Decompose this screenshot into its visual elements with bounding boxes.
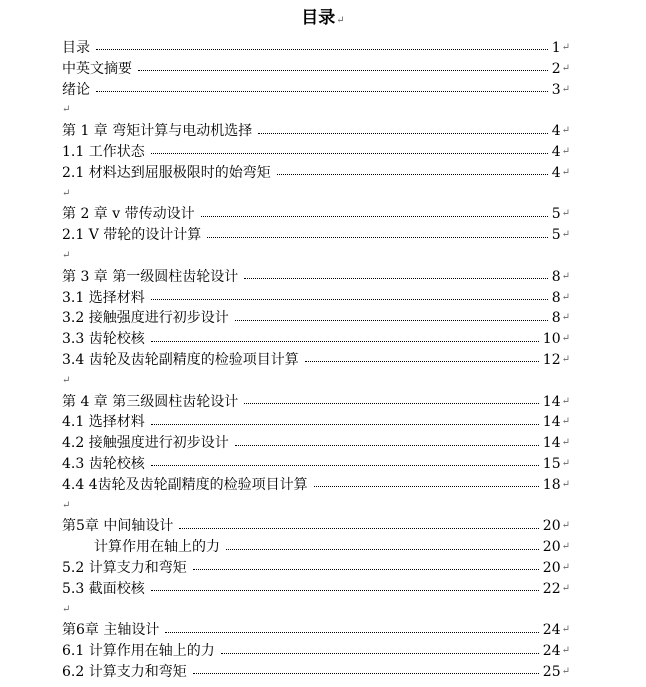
toc-entry-label: 4.3 齿轮校核 [62, 455, 145, 472]
paragraph-mark-icon: ↵ [561, 541, 570, 553]
paragraph-mark-icon: ↵ [62, 249, 71, 261]
dot-leader [277, 174, 548, 175]
toc-entry-page: 4 [551, 123, 561, 140]
toc-entry-label: 中英文摘要 [62, 60, 132, 77]
dot-leader [151, 590, 539, 591]
toc-entry-label: 2.1 材料达到屈服极限时的始弯矩 [62, 164, 271, 181]
paragraph-mark-icon: ↵ [561, 353, 570, 365]
toc-entry-page: 8 [551, 310, 561, 327]
blank-line [62, 600, 570, 621]
toc-entry[interactable] [62, 225, 570, 246]
table-of-contents [62, 38, 570, 683]
toc-entry[interactable] [62, 329, 570, 350]
dot-leader [151, 153, 548, 154]
paragraph-mark-icon: ↵ [561, 62, 570, 74]
dot-leader [151, 341, 539, 342]
toc-entry-label: 1.1 工作状态 [62, 143, 145, 160]
paragraph-mark-icon: ↵ [561, 395, 570, 407]
toc-entry-page: 24 [542, 643, 561, 660]
toc-entry-page: 4 [551, 143, 561, 160]
toc-entry[interactable] [62, 641, 570, 662]
paragraph-mark-icon: ↵ [561, 645, 570, 657]
toc-entry-page: 5 [551, 227, 561, 244]
blank-line [62, 246, 570, 267]
dot-leader [96, 91, 548, 92]
toc-entry-page: 14 [542, 393, 561, 410]
toc-entry-page: 2 [551, 60, 561, 77]
dot-leader [258, 133, 547, 134]
toc-entry-label: 4.1 选择材料 [62, 414, 145, 431]
toc-entry-label: 3.4 齿轮及齿轮副精度的检验项目计算 [62, 351, 299, 368]
toc-entry-page: 14 [542, 435, 561, 452]
dot-leader [314, 486, 539, 487]
paragraph-mark-icon: ↵ [561, 312, 570, 324]
dot-leader [138, 70, 548, 71]
toc-entry[interactable] [62, 620, 570, 641]
dot-leader [151, 299, 548, 300]
toc-entry-label: 6.2 计算支力和弯矩 [62, 663, 187, 680]
paragraph-mark-icon: ↵ [561, 291, 570, 303]
dot-leader [221, 653, 539, 654]
toc-entry-page: 1 [551, 40, 561, 56]
toc-entry[interactable] [62, 537, 570, 558]
toc-entry[interactable] [62, 454, 570, 475]
dot-leader [165, 632, 538, 633]
paragraph-mark-icon: ↵ [561, 416, 570, 428]
toc-entry-page: 8 [551, 268, 561, 285]
blank-line [62, 100, 570, 121]
dot-leader [226, 549, 539, 550]
paragraph-mark-icon: ↵ [62, 187, 71, 199]
toc-entry[interactable] [62, 38, 570, 59]
toc-entry-label: 计算作用在轴上的力 [94, 539, 220, 556]
paragraph-mark-icon: ↵ [561, 624, 570, 636]
paragraph-mark-icon: ↵ [561, 457, 570, 469]
toc-entry-page: 14 [542, 414, 561, 431]
toc-entry-label: 第 2 章 v 带传动设计 [62, 206, 195, 223]
toc-entry[interactable] [62, 392, 570, 413]
dot-leader [305, 361, 539, 362]
paragraph-mark-icon: ↵ [62, 374, 71, 386]
toc-entry-label: 3.1 选择材料 [62, 289, 145, 306]
toc-entry-page: 8 [551, 289, 561, 306]
toc-entry-label: 第 3 章 第一级圆柱齿轮设计 [62, 268, 239, 285]
toc-entry-page: 4 [551, 164, 561, 181]
toc-entry-page: 20 [542, 539, 561, 556]
toc-entry[interactable] [62, 412, 570, 433]
paragraph-mark-icon: ↵ [561, 145, 570, 157]
paragraph-mark-icon: ↵ [561, 166, 570, 178]
paragraph-mark-icon: ↵ [561, 478, 570, 490]
toc-entry[interactable] [62, 475, 570, 496]
toc-entry-label: 5.3 截面校核 [62, 580, 145, 597]
dot-leader [244, 278, 547, 279]
dot-leader [193, 673, 539, 674]
toc-entry[interactable] [62, 121, 570, 142]
toc-entry-label: 第 4 章 第三级圆柱齿轮设计 [62, 393, 239, 410]
paragraph-mark-icon: ↵ [561, 125, 570, 137]
toc-entry[interactable] [62, 516, 570, 537]
toc-entry-label: 4.4 4齿轮及齿轮副精度的检验项目计算 [62, 476, 308, 493]
toc-entry-label: 绪论 [62, 81, 90, 98]
toc-entry[interactable] [62, 558, 570, 579]
toc-entry[interactable] [62, 80, 570, 101]
toc-entry-page: 15 [542, 455, 561, 472]
blank-line [62, 184, 570, 205]
toc-entry[interactable] [62, 308, 570, 329]
paragraph-mark-icon: ↵ [561, 229, 570, 241]
dot-leader [201, 216, 548, 217]
toc-entry-label: 6.1 计算作用在轴上的力 [62, 643, 215, 660]
dot-leader [193, 569, 539, 570]
toc-title-text: 目录 [301, 8, 336, 28]
toc-entry[interactable] [62, 163, 570, 184]
toc-title [0, 7, 646, 32]
toc-entry-label: 4.2 接触强度进行初步设计 [62, 435, 229, 452]
toc-entry-page: 25 [542, 663, 561, 680]
paragraph-mark-icon: ↵ [561, 665, 570, 677]
dot-leader [235, 320, 548, 321]
toc-entry[interactable] [62, 662, 570, 683]
toc-entry-label: 第6章 主轴设计 [62, 622, 160, 639]
paragraph-mark-icon: ↵ [62, 499, 71, 511]
paragraph-mark-icon: ↵ [62, 104, 71, 116]
dot-leader [179, 528, 538, 529]
toc-entry-label: 3.2 接触强度进行初步设计 [62, 310, 229, 327]
toc-entry-page: 22 [542, 580, 561, 597]
paragraph-mark-icon: ↵ [561, 437, 570, 449]
toc-entry[interactable] [62, 204, 570, 225]
toc-entry-page: 20 [542, 559, 561, 576]
toc-entry-page: 5 [551, 206, 561, 223]
dot-leader [207, 237, 547, 238]
blank-line [62, 496, 570, 517]
paragraph-mark-icon: ↵ [561, 333, 570, 345]
dot-leader [151, 465, 539, 466]
paragraph-mark-icon: ↵ [561, 42, 570, 53]
toc-entry[interactable] [62, 59, 570, 80]
toc-entry[interactable] [62, 288, 570, 309]
toc-entry-label: 3.3 齿轮校核 [62, 331, 145, 348]
paragraph-mark-icon: ↵ [62, 603, 71, 615]
paragraph-mark-icon: ↵ [336, 15, 345, 26]
toc-entry-page: 18 [542, 476, 561, 493]
paragraph-mark-icon: ↵ [561, 270, 570, 282]
toc-entry[interactable] [62, 579, 570, 600]
toc-entry-page: 3 [551, 81, 561, 98]
dot-leader [244, 403, 539, 404]
toc-entry[interactable] [62, 267, 570, 288]
paragraph-mark-icon: ↵ [561, 561, 570, 573]
dot-leader [235, 445, 539, 446]
toc-entry-label: 第 1 章 弯矩计算与电动机选择 [62, 123, 253, 140]
toc-entry-page: 20 [542, 518, 561, 535]
toc-entry-page: 10 [542, 331, 561, 348]
dot-leader [151, 424, 539, 425]
blank-line [62, 371, 570, 392]
paragraph-mark-icon: ↵ [561, 520, 570, 532]
toc-entry-page: 24 [542, 622, 561, 639]
dot-leader [96, 49, 548, 50]
toc-entry-label: 第5章 中间轴设计 [62, 518, 174, 535]
paragraph-mark-icon: ↵ [561, 208, 570, 220]
toc-entry-page: 12 [542, 351, 561, 368]
paragraph-mark-icon: ↵ [561, 83, 570, 95]
toc-entry-label: 2.1 V 带轮的设计计算 [62, 227, 202, 244]
toc-entry[interactable] [62, 142, 570, 163]
toc-entry[interactable] [62, 433, 570, 454]
paragraph-mark-icon: ↵ [561, 582, 570, 594]
toc-entry-label: 目录 [62, 40, 90, 56]
toc-entry-label: 5.2 计算支力和弯矩 [62, 559, 187, 576]
toc-entry[interactable] [62, 350, 570, 371]
